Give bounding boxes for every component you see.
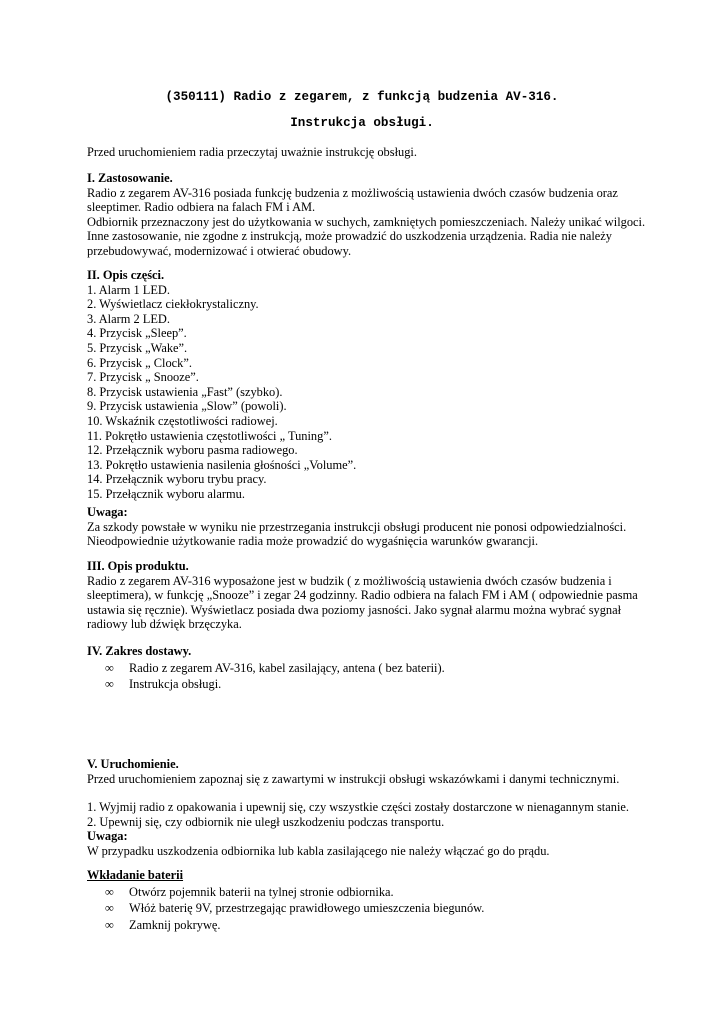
text-line: Przed uruchomieniem zapoznaj się z zawartymi w instrukcji obsługi wskazówkami i danymi technicznymi.	[87, 771, 620, 786]
text-line: Nieodpowiednie użytkowanie radia może prowadzić do wygaśnięcia warunków gwarancji.	[87, 534, 539, 549]
section-heading: I. Zastosowanie.	[87, 171, 173, 185]
bullet-item	[87, 661, 687, 676]
section-heading: V. Uruchomienie.	[87, 757, 179, 771]
section-heading: IV. Zakres dostawy.	[87, 644, 192, 658]
list-item: 10. Wskaźnik częstotliwości radiowej.	[87, 413, 278, 428]
note-heading: Uwaga:	[87, 829, 128, 844]
text-line: sleeptimer. Radio odbiera na falach FM i AM.	[87, 200, 316, 215]
list-item: 11. Pokrętło ustawienia częstotliwości „ Tuning”.	[87, 428, 332, 443]
list-item: 12. Przełącznik wyboru pasma radiowego.	[87, 443, 298, 458]
list-item: 1. Alarm 1 LED.	[87, 282, 170, 297]
list-item: 13. Pokrętło ustawienia nasilenia głośności „Volume”.	[87, 457, 357, 472]
step-item: 1. Wyjmij radio z opakowania i upewnij się, czy wszystkie części zostały dostarczone w nienagannym stanie.	[87, 800, 629, 815]
section-startup	[87, 757, 687, 859]
text-line: Odbiornik przeznaczony jest do użytkowania w suchych, zamkniętych pomieszczeniach. Należy unikać wilgoci.	[87, 214, 646, 229]
document-title: (350111) Radio z zegarem, z funkcją budzenia AV-316.	[165, 90, 559, 104]
bullet-item	[87, 901, 687, 916]
text-line: Radio z zegarem AV-316 posiada funkcję budzenia z możliwością ustawienia dwóch czasów budzenia oraz	[87, 185, 618, 200]
bullet-text: Instrukcja obsługi.	[129, 677, 222, 692]
step-item: 2. Upewnij się, czy odbiornik nie uległ uszkodzeniu podczas transportu.	[87, 814, 445, 829]
text-line: sleeptimera), w funkcję „Snooze” i zegar 24 godzinny. Radio odbiera na falach FM i AM ( odpowiednie pasma	[87, 588, 638, 603]
section-delivery	[87, 644, 687, 692]
list-item: 6. Przycisk „ Clock”.	[87, 355, 192, 370]
text-line: W przypadku uszkodzenia odbiornika lub kabla zasilającego nie należy włączać go do prądu.	[87, 843, 550, 858]
intro-text: Przed uruchomieniem radia przeczytaj uważnie instrukcję obsługi.	[87, 145, 417, 159]
list-item: 15. Przełącznik wyboru alarmu.	[87, 486, 245, 501]
bullet-mark: ∞	[105, 677, 114, 692]
note-heading: Uwaga:	[87, 505, 128, 519]
section-battery	[87, 868, 687, 932]
section-application	[87, 171, 687, 259]
section-heading: Wkładanie baterii	[87, 868, 184, 882]
bullet-text: Otwórz pojemnik baterii na tylnej stronie odbiornika.	[129, 884, 394, 899]
bullet-text: Włóż baterię 9V, przestrzegając prawidłowego umieszczenia biegunów.	[129, 901, 485, 916]
warning-note	[87, 505, 687, 549]
bullet-text: Zamknij pokrywę.	[129, 917, 221, 932]
section-heading: III. Opis produktu.	[87, 559, 189, 573]
list-item: 5. Przycisk „Wake”.	[87, 340, 188, 355]
intro-paragraph	[87, 145, 687, 160]
bullet-mark: ∞	[105, 884, 114, 899]
section-parts	[87, 268, 687, 502]
text-line: radiowy lub dźwięk brzęczyka.	[87, 617, 242, 632]
text-line: Za szkody powstałe w wyniku nie przestrzegania instrukcji obsługi producent nie ponosi odpowiedzialności.	[87, 519, 627, 534]
text-line: Radio z zegarem AV-316 wyposażone jest w budzik ( z możliwością ustawienia dwóch czasów budzenia i	[87, 573, 612, 588]
bullet-mark: ∞	[105, 660, 114, 675]
bullet-text: Radio z zegarem AV-316, kabel zasilający, antena ( bez baterii).	[129, 660, 445, 675]
document-subtitle: Instrukcja obsługi.	[290, 116, 434, 130]
section-product	[87, 559, 687, 632]
bullet-item	[87, 677, 687, 692]
bullet-item	[87, 918, 687, 933]
list-item: 2. Wyświetlacz ciekłokrystaliczny.	[87, 297, 259, 312]
bullet-item	[87, 885, 687, 900]
section-heading: II. Opis części.	[87, 268, 165, 282]
text-line: przebudowywać, modernizować i otwierać obudowy.	[87, 243, 352, 258]
list-item: 14. Przełącznik wyboru trybu pracy.	[87, 472, 267, 487]
list-item: 3. Alarm 2 LED.	[87, 311, 170, 326]
list-item: 7. Przycisk „ Snooze”.	[87, 370, 199, 385]
list-item: 4. Przycisk „Sleep”.	[87, 326, 187, 341]
list-item: 8. Przycisk ustawienia „Fast” (szybko).	[87, 384, 283, 399]
text-line: Inne zastosowanie, nie zgodne z instrukcją, może prowadzić do uszkodzenia urządzenia. Radia nie należy	[87, 229, 613, 244]
bullet-mark: ∞	[105, 901, 114, 916]
list-item: 9. Przycisk ustawienia „Slow” (powoli).	[87, 399, 287, 414]
text-line: ustawia się ręcznie). Wyświetlacz posiada dwa poziomy jasności. Jako sygnał alarmu można wybrać sygnał	[87, 602, 622, 617]
bullet-mark: ∞	[105, 917, 114, 932]
